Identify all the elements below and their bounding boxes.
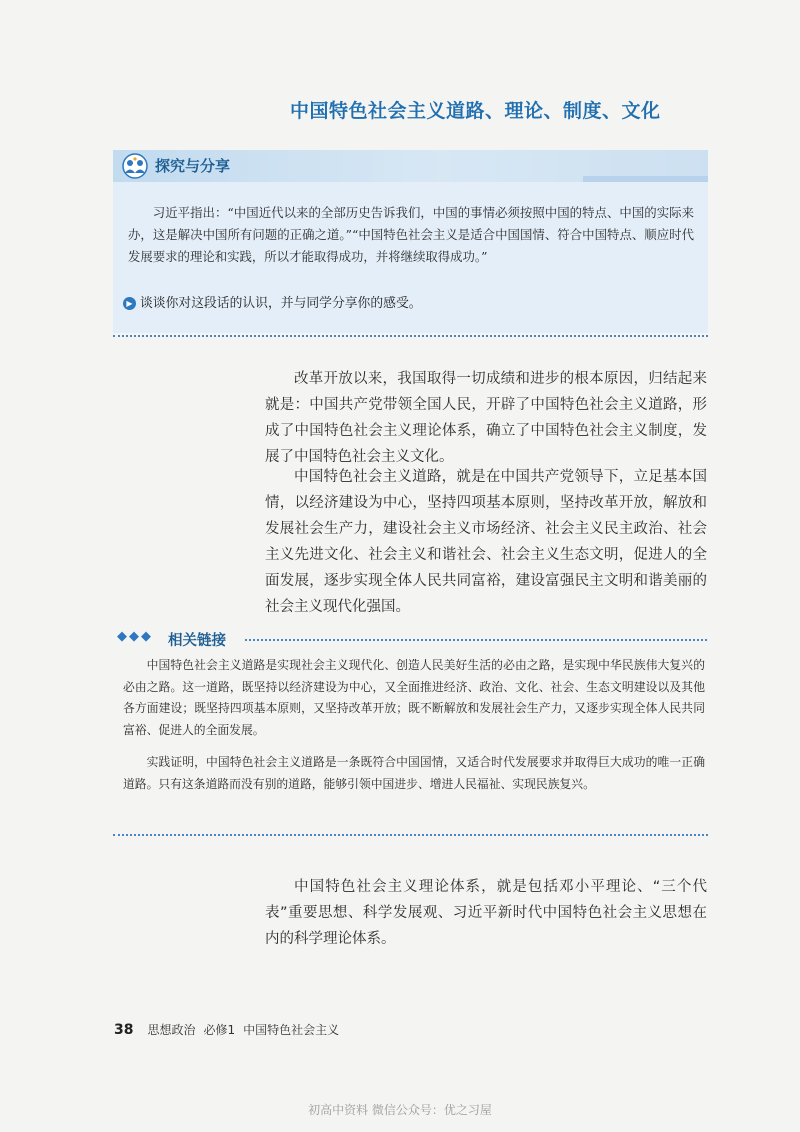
related-link-header [117, 629, 707, 649]
quote-text: 习近平指出：“中国近代以来的全部历史告诉我们，中国的事情必须按照中国的特点、中国的实际来办，这是解决中国所有问题的正确之道。”“中国特色社会主义是适合中国国情、符合中国特点、顺应时代发展要求的理论和实践，所以才能取得成功，并将继续取得成功。” [128, 205, 694, 264]
prompt-text: 谈谈你对这段话的认识，并与同学分享你的感受。 [140, 296, 422, 311]
discussion-prompt [123, 292, 683, 311]
footer-book: 中国特色社会主义 [243, 1023, 340, 1037]
body-paragraph-1: 改革开放以来，我国取得一切成绩和进步的根本原因，归结起来就是：中国共产党带领全国人民，开辟了中国特色社会主义道路，形成了中国特色社会主义理论体系，确立了中国特色社会主义制度，发展了中国特色社会主义文化。 [265, 371, 707, 465]
related-link-divider [245, 639, 707, 641]
footer-volume: 必修1 [203, 1023, 236, 1037]
page-title: 中国特色社会主义道路、理论、制度、文化 [290, 100, 661, 122]
related-link-paragraph-2: 实践证明，中国特色社会主义道路是一条既符合中国国情，又适合时代发展要求并取得巨大成功的唯一正确道路。只有这条道路而没有别的道路，能够引领中国进步、增进人民福祉、实现民族复兴。 [123, 755, 705, 791]
diamond-bullet-icon: ◆◆◆ [117, 629, 153, 644]
explore-share-box [113, 150, 708, 333]
explore-share-title: 探究与分享 [155, 157, 231, 175]
page-footer [114, 1021, 339, 1038]
related-link-paragraph-1: 中国特色社会主义道路是实现社会主义现代化、创造人民美好生活的必由之路，是实现中华民族伟大复兴的必由之路。这一道路，既坚持以经济建设为中心，又全面推进经济、政治、文化、社会、生态文明建设以及其他各方面建设；既坚持四项基本原则，又坚持改革开放；既不断解放和发展社会生产力，又逐步实现全体人民共同富裕、促进人的全面发展。 [123, 658, 705, 737]
body-paragraph-3: 中国特色社会主义理论体系，就是包括邓小平理论、“三个代表”重要思想、科学发展观、习近平新时代中国特色社会主义思想在内的科学理论体系。 [265, 879, 707, 947]
people-discussion-icon [121, 153, 149, 179]
explore-share-header [113, 150, 708, 182]
footer-subject: 思想政治 [147, 1023, 196, 1037]
arrow-bullet-icon: ▶ [123, 297, 136, 310]
watermark: 初高中资料 微信公众号：优之习屋 [308, 1103, 492, 1117]
related-link-title: 相关链接 [168, 633, 226, 649]
page-number: 38 [114, 1022, 134, 1038]
header-decoration [583, 176, 708, 182]
section-divider [113, 335, 708, 337]
section-divider [113, 834, 708, 836]
body-paragraph-2: 中国特色社会主义道路，就是在中国共产党领导下，立足基本国情，以经济建设为中心，坚持四项基本原则，坚持改革开放，解放和发展社会生产力，建设社会主义市场经济、社会主义民主政治、社会主义先进文化、社会主义和谐社会、社会主义生态文明，促进人的全面发展，逐步实现全体人民共同富裕，建设富强民主文明和谐美丽的社会主义现代化强国。 [265, 469, 707, 615]
